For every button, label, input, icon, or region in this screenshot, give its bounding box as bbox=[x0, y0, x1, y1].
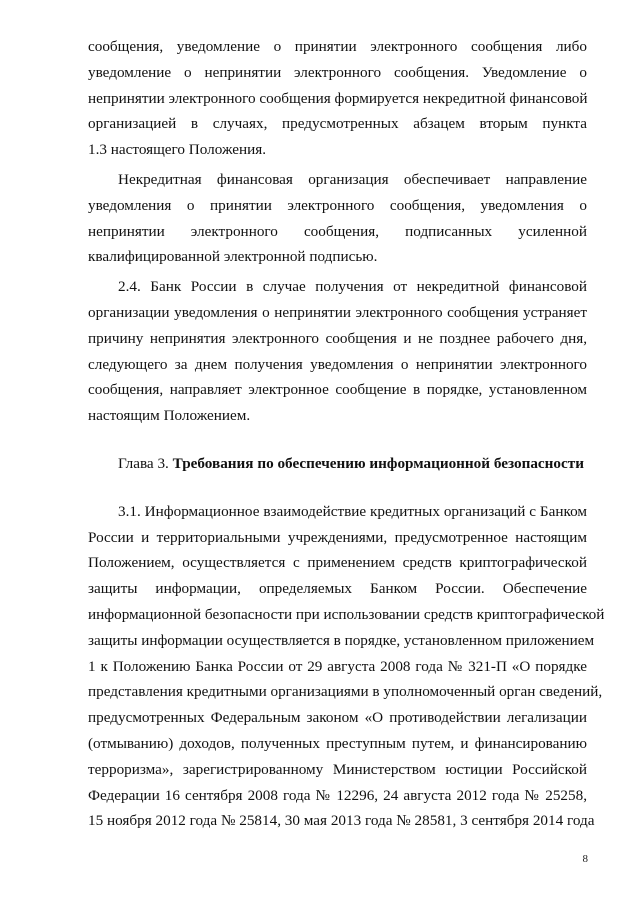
text-line: организации уведомления о непринятии электронного сообщения устраняет bbox=[88, 303, 587, 321]
text-line: терроризма», зарегистрированному Министерством юстиции Российской bbox=[88, 760, 587, 778]
section-3-1 bbox=[88, 499, 605, 834]
text-line: организацией в случаях, предусмотренных абзацем вторым пункта bbox=[88, 115, 587, 133]
chapter-prefix: Глава 3. bbox=[118, 454, 173, 472]
text-line: представления кредитными организациями в уполномоченный орган сведений, bbox=[88, 683, 603, 701]
text-line: 2.4. Банк России в случае получения от некредитной финансовой bbox=[118, 278, 587, 296]
text-line: уведомления о принятии электронного сообщения, уведомления о bbox=[88, 196, 587, 214]
text-line: 1 к Положению Банка России от 29 августа 2008 года № 321-П «О порядке bbox=[88, 657, 587, 675]
text-line: Федерации 16 сентября 2008 года № 12296, 24 августа 2012 года № 25258, bbox=[88, 786, 587, 804]
text-line: Положением, осуществляется с применением средств криптографической bbox=[88, 554, 587, 572]
text-line: защиты информации, определяемых Банком России. Обеспечение bbox=[88, 580, 587, 598]
text-line: сообщения, уведомление о принятии электронного сообщения либо bbox=[88, 38, 587, 55]
text-line: настоящим Положением. bbox=[88, 407, 251, 425]
text-line: предусмотренных Федеральным законом «О противодействии легализации bbox=[88, 709, 587, 727]
text-line: защиты информации осуществляется в порядке, установленном приложением bbox=[88, 631, 595, 649]
text-line: 3.1. Информационное взаимодействие кредитных организаций с Банком bbox=[118, 502, 587, 520]
text-line: уведомление о непринятии электронного сообщения. Уведомление о bbox=[88, 63, 587, 81]
chapter-title: Требования по обеспечению информационной безопасности bbox=[172, 454, 584, 472]
text-line: Некредитная финансовая организация обеспечивает направление bbox=[118, 170, 587, 188]
text-line: причину непринятия электронного сообщения и не позднее рабочего дня, bbox=[88, 329, 587, 347]
page-number: 8 bbox=[582, 853, 588, 865]
chapter-heading bbox=[88, 451, 587, 477]
paragraph-2-4 bbox=[88, 274, 587, 429]
text-line: следующего за днем получения уведомления о непринятии электронного bbox=[88, 355, 587, 373]
text-line: непринятии электронного сообщения формируется некредитной финансовой bbox=[88, 89, 588, 107]
text-line: сообщения, направляет электронное сообщение в порядке, установленном bbox=[88, 381, 587, 399]
text-line: (отмыванию) доходов, полученных преступным путем, и финансированию bbox=[88, 734, 587, 752]
paragraph-continuation bbox=[88, 34, 587, 163]
text-line: информационной безопасности при использовании средств криптографической bbox=[88, 605, 605, 623]
paragraph-notification bbox=[88, 167, 587, 270]
text-line: России и территориальными учреждениями, предусмотренное настоящим bbox=[88, 528, 587, 546]
text-line: 1.3 настоящего Положения. bbox=[88, 141, 267, 159]
text-line: квалифицированной электронной подписью. bbox=[88, 248, 378, 266]
document-page bbox=[88, 34, 605, 834]
text-line: 15 ноября 2012 года № 25814, 30 мая 2013 года № 28581, 3 сентября 2014 года bbox=[88, 812, 595, 830]
text-line: непринятии электронного сообщения, подписанных усиленной bbox=[88, 222, 587, 240]
